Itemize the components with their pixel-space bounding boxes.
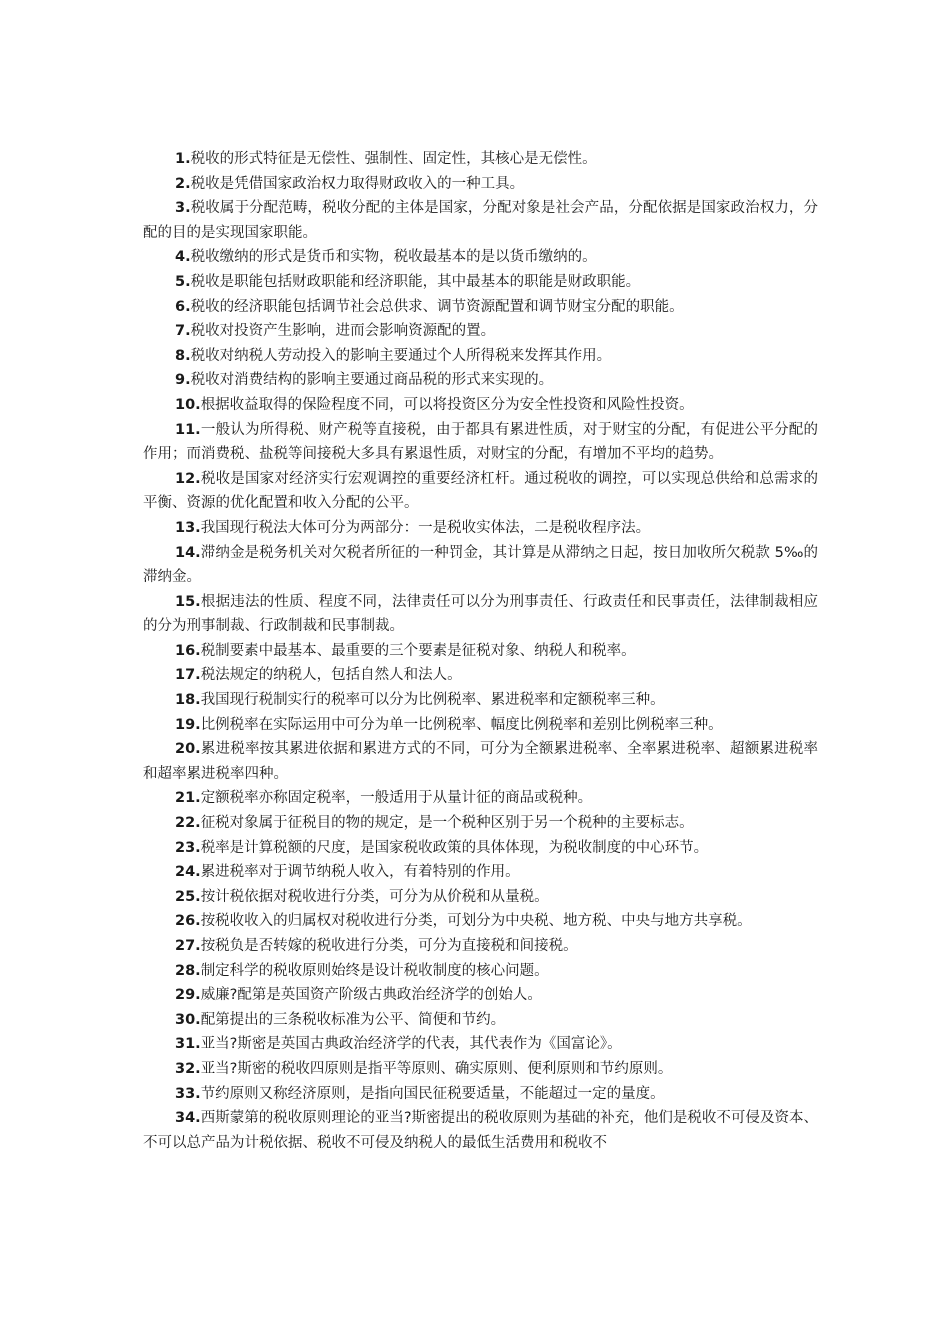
list-item — [143, 663, 818, 688]
item-text: 我国现行税法大体可分为两部分：一是税收实体法，二是税收程序法。 — [200, 519, 651, 536]
item-text: 累进税率对于调节纳税人收入，有着特别的作用。 — [200, 864, 520, 881]
item-text: 征税对象属于征税目的物的规定，是一个税种区别于另一个税种的主要标志。 — [200, 815, 694, 832]
item-number: 11. — [175, 421, 201, 438]
item-number: 28. — [175, 962, 201, 979]
list-item — [143, 393, 818, 418]
item-text: 税收对纳税人劳动投入的影响主要通过个人所得税来发挥其作用。 — [190, 347, 612, 364]
item-number: 7. — [175, 323, 191, 340]
item-number: 9. — [175, 372, 191, 389]
item-number: 31. — [175, 1036, 201, 1053]
list-item — [143, 786, 818, 811]
item-number: 20. — [175, 741, 201, 758]
item-text: 制定科学的税收原则始终是设计税收制度的核心问题。 — [200, 962, 549, 979]
item-number: 34. — [175, 1110, 201, 1127]
item-number: 21. — [175, 790, 201, 807]
item-number: 3. — [175, 200, 191, 217]
list-item — [143, 1032, 818, 1057]
item-text: 威廉?配第是英国资产阶级古典政治经济学的创始人。 — [200, 987, 542, 1004]
item-text: 按税收收入的归属权对税收进行分类，可划分为中央税、地方税、中央与地方共享税。 — [200, 913, 752, 930]
item-number: 23. — [175, 839, 201, 856]
item-text: 比例税率在实际运用中可分为单一比例税率、幅度比例税率和差别比例税率三种。 — [200, 716, 723, 733]
item-number: 25. — [175, 888, 201, 905]
item-text: 税法规定的纳税人，包括自然人和法人。 — [200, 667, 462, 684]
item-number: 30. — [175, 1011, 201, 1028]
item-text: 税收是凭借国家政治权力取得财政收入的一种工具。 — [190, 175, 525, 192]
item-number: 19. — [175, 716, 201, 733]
item-text: 按税负是否转嫁的税收进行分类，可分为直接税和间接税。 — [200, 938, 578, 954]
item-text: 节约原则又称经济原则，是指向国民征税要适量，不能超过一定的量度。 — [200, 1085, 665, 1102]
item-text: 按计税依据对税收进行分类，可分为从价税和从量税。 — [200, 888, 549, 905]
item-number: 12. — [175, 470, 201, 487]
item-text: 我国现行税制实行的税率可以分为比例税率、累进税率和定额税率三种。 — [200, 692, 665, 709]
item-number: 10. — [175, 396, 201, 413]
item-number: 29. — [175, 987, 201, 1004]
list-item — [143, 836, 818, 861]
list-item — [143, 590, 818, 639]
item-text: 税收的经济职能包括调节社会总供求、调节资源配置和调节财宝分配的职能。 — [190, 298, 684, 315]
list-item — [143, 983, 818, 1008]
list-item — [143, 737, 818, 786]
list-item — [143, 541, 818, 590]
list-item — [143, 196, 818, 245]
list-item — [143, 860, 818, 885]
item-text: 根据收益取得的保险程度不同，可以将投资区分为安全性投资和风险性投资。 — [200, 396, 694, 413]
list-item — [143, 811, 818, 836]
item-number: 5. — [175, 273, 191, 290]
item-text: 税率是计算税额的尺度，是国家税收政策的具体体现，为税收制度的中心环节。 — [200, 839, 709, 856]
list-item — [143, 1008, 818, 1033]
list-item — [143, 467, 818, 516]
list-item — [143, 1057, 818, 1082]
item-number: 27. — [175, 938, 201, 954]
item-text: 亚当?斯密是英国古典政治经济学的代表，其代表作为《国富论》。 — [200, 1036, 622, 1053]
item-text: 根据违法的性质、程度不同，法律责任可以分为刑事责任、行政责任和民事责任，法律制裁相应的分为刑事制裁、行政制裁和民事制裁。 — [143, 593, 818, 635]
document-body — [143, 147, 818, 1155]
item-number: 24. — [175, 864, 201, 881]
item-text: 配第提出的三条税收标准为公平、简便和节约。 — [200, 1011, 506, 1028]
list-item — [143, 639, 818, 664]
item-text: 一般认为所得税、财产税等直接税，由于都具有累进性质，对于财宝的分配，有促进公平分配的作用；而消费税、盐税等间接税大多具有累退性质，对财宝的分配，有增加不平均的趋势。 — [143, 421, 818, 463]
list-item — [143, 688, 818, 713]
item-number: 13. — [175, 519, 201, 536]
item-number: 4. — [175, 249, 191, 266]
item-text: 西斯蒙第的税收原则理论的亚当?斯密提出的税收原则为基础的补充，他们是税收不可侵及资本、不可以总产品为计税依据、税收不可侵及纳税人的最低生活费用和税收不 — [143, 1110, 818, 1151]
item-text: 累进税率按其累进依据和累进方式的不同，可分为全额累进税率、全率累进税率、超额累进税率和超率累进税率四种。 — [143, 741, 818, 782]
item-number: 6. — [175, 298, 191, 315]
list-item — [143, 934, 818, 959]
list-item — [143, 319, 818, 344]
item-number: 32. — [175, 1060, 201, 1077]
item-number: 26. — [175, 913, 201, 930]
list-item — [143, 344, 818, 369]
item-number: 1. — [175, 151, 191, 167]
item-number: 2. — [175, 175, 191, 192]
item-number: 33. — [175, 1085, 201, 1102]
list-item — [143, 516, 818, 541]
item-number: 22. — [175, 815, 201, 832]
item-text: 税收是职能包括财政职能和经济职能，其中最基本的职能是财政职能。 — [190, 273, 641, 290]
list-item — [143, 368, 818, 393]
item-number: 16. — [175, 642, 201, 659]
list-item — [143, 172, 818, 197]
list-item — [143, 1106, 818, 1155]
list-item — [143, 245, 818, 270]
item-text: 税收是国家对经济实行宏观调控的重要经济杠杆。通过税收的调控，可以实现总供给和总需求的平衡、资源的优化配置和收入分配的公平。 — [143, 470, 818, 512]
item-number: 18. — [175, 692, 201, 709]
item-text: 税收缴纳的形式是货币和实物，税收最基本的是以货币缴纳的。 — [190, 249, 597, 266]
item-text: 税收对投资产生影响，进而会影响资源配的置。 — [190, 323, 496, 340]
item-text: 税收属于分配范畴，税收分配的主体是国家，分配对象是社会产品，分配依据是国家政治权力，分配的目的是实现国家职能。 — [143, 200, 818, 241]
item-text: 定额税率亦称固定税率，一般适用于从量计征的商品或税种。 — [200, 790, 593, 807]
item-number: 17. — [175, 667, 201, 684]
item-text: 税收的形式特征是无偿性、强制性、固定性，其核心是无偿性。 — [190, 151, 597, 167]
list-item — [143, 418, 818, 467]
item-text: 亚当?斯密的税收四原则是指平等原则、确实原则、便利原则和节约原则。 — [200, 1060, 673, 1077]
list-item — [143, 295, 818, 320]
item-text: 滞纳金是税务机关对欠税者所征的一种罚金，其计算是从滞纳之日起，按日加收所欠税款 5‰的滞纳金。 — [143, 544, 818, 586]
list-item — [143, 909, 818, 934]
list-item — [143, 885, 818, 910]
item-number: 14. — [175, 544, 201, 561]
list-item — [143, 713, 818, 738]
list-item — [143, 959, 818, 984]
item-text: 税收对消费结构的影响主要通过商品税的形式来实现的。 — [190, 372, 554, 389]
list-item — [143, 270, 818, 295]
list-item — [143, 147, 818, 172]
item-text: 税制要素中最基本、最重要的三个要素是征税对象、纳税人和税率。 — [200, 642, 636, 659]
item-number: 8. — [175, 347, 191, 364]
item-number: 15. — [175, 593, 201, 610]
list-item — [143, 1082, 818, 1107]
